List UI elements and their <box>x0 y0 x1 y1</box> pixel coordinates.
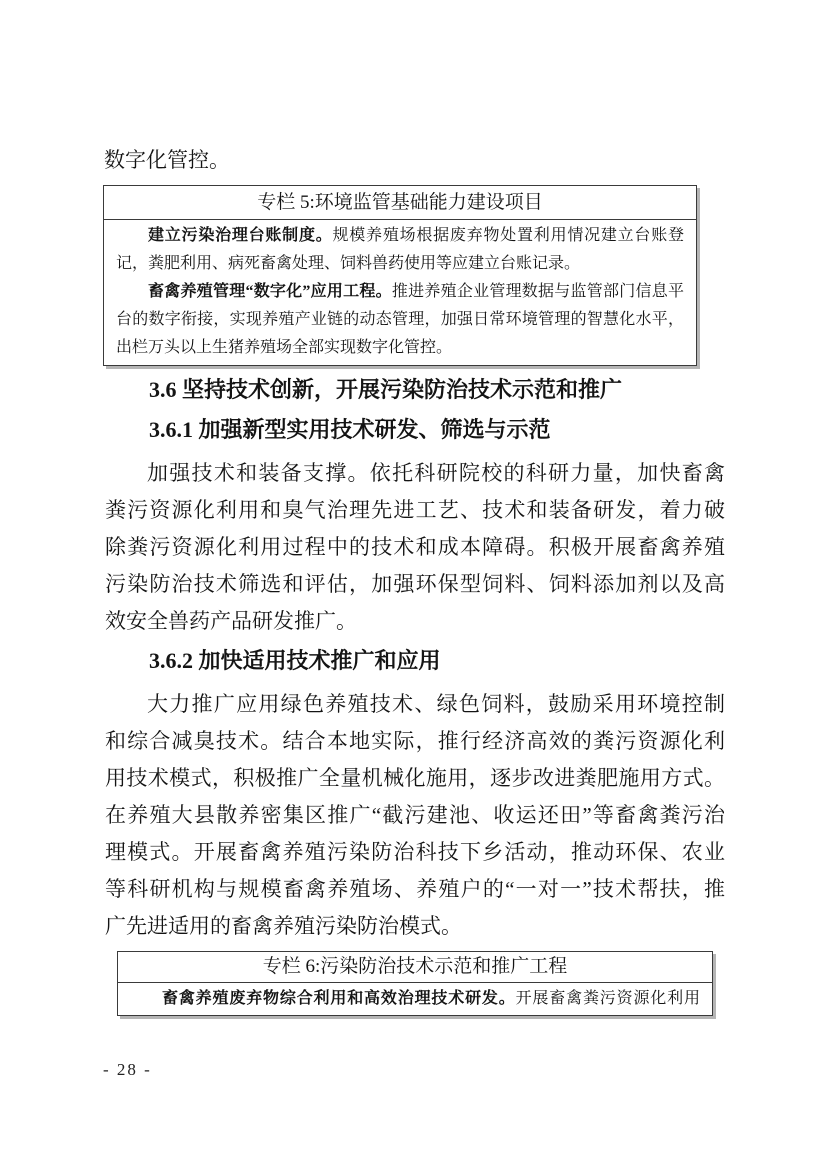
paragraph-line: 粪污资源化利用和臭气治理先进工艺、技术和装备研发，着力破 <box>105 498 725 522</box>
box-5-line-2: 记，粪肥利用、病死畜禽处理、饲料兽药使用等应建立台账记录。 <box>116 255 581 272</box>
box-5-line-1-text: 规模养殖场根据废弃物处置利用情况建立台账登 <box>332 227 684 244</box>
section-heading-3-6: 3.6 坚持技术创新，开展污染防治技术示范和推广 <box>149 377 623 402</box>
box-5-body <box>104 220 696 365</box>
paragraph-3-6-1 <box>105 455 725 640</box>
intro-text: 数字化管控。 <box>104 148 230 172</box>
paragraph-line: 和综合减臭技术。结合本地实际，推行经济高效的粪污资源化利 <box>105 729 725 753</box>
box-5-line-1 <box>116 222 684 250</box>
paragraph-line: 理模式。开展畜禽养殖污染防治科技下乡活动，推动环保、农业 <box>105 840 725 864</box>
box-5-line-1-lead: 建立污染治理台账制度。 <box>148 227 333 244</box>
paragraph-line: 广先进适用的畜禽养殖污染防治模式。 <box>105 914 462 938</box>
page-number: - 28 - <box>103 1060 152 1079</box>
paragraph-line: 大力推广应用绿色养殖技术、绿色饲料，鼓励采用环境控制 <box>147 692 725 716</box>
box-6-body <box>118 983 712 1015</box>
section-heading-3-6-2: 3.6.2 加快适用技术推广和应用 <box>149 648 441 673</box>
paragraph-line: 等科研机构与规模畜禽养殖场、养殖户的“一对一”技术帮扶，推 <box>105 877 725 901</box>
paragraph-3-6-2 <box>105 686 725 945</box>
paragraph-line: 效安全兽药产品研发推广。 <box>105 609 357 633</box>
paragraph-line: 除粪污资源化利用过程中的技术和成本障碍。积极开展畜禽养殖 <box>105 535 725 559</box>
box-5-line-4: 台的数字衔接，实现养殖产业链的动态管理，加强日常环境管理的智慧化水平， <box>116 311 684 328</box>
box-5-line-3-lead: 畜禽养殖管理“数字化”应用工程。 <box>148 283 392 300</box>
box-6-line-1-text: 开展畜禽粪污资源化利用 <box>515 990 700 1007</box>
box-6-line-1 <box>130 985 700 1012</box>
paragraph-line: 污染防治技术筛选和评估，加强环保型饲料、饲料添加剂以及高 <box>105 572 725 596</box>
box-6 <box>117 951 713 1016</box>
paragraph-line: 在养殖大县散养密集区推广“截污建池、收运还田”等畜禽粪污治 <box>105 803 725 827</box>
box-5 <box>103 185 697 366</box>
section-heading-3-6-1: 3.6.1 加强新型实用技术研发、筛选与示范 <box>149 417 551 442</box>
box-6-title: 专栏 6:污染防治技术示范和推广工程 <box>118 952 712 983</box>
paragraph-line: 加强技术和装备支撑。依托科研院校的科研力量，加快畜禽 <box>147 461 725 485</box>
box-5-title: 专栏 5:环境监管基础能力建设项目 <box>104 186 696 220</box>
box-5-line-3 <box>116 278 684 306</box>
box-5-line-3-text: 推进养殖企业管理数据与监管部门信息平 <box>391 283 684 300</box>
box-6-line-1-lead: 畜禽养殖废弃物综合利用和高效治理技术研发。 <box>162 990 516 1007</box>
box-5-line-5: 出栏万头以上生猪养殖场全部实现数字化管控。 <box>116 339 453 356</box>
paragraph-line: 用技术模式，积极推广全量机械化施用，逐步改进粪肥施用方式。 <box>105 766 725 790</box>
